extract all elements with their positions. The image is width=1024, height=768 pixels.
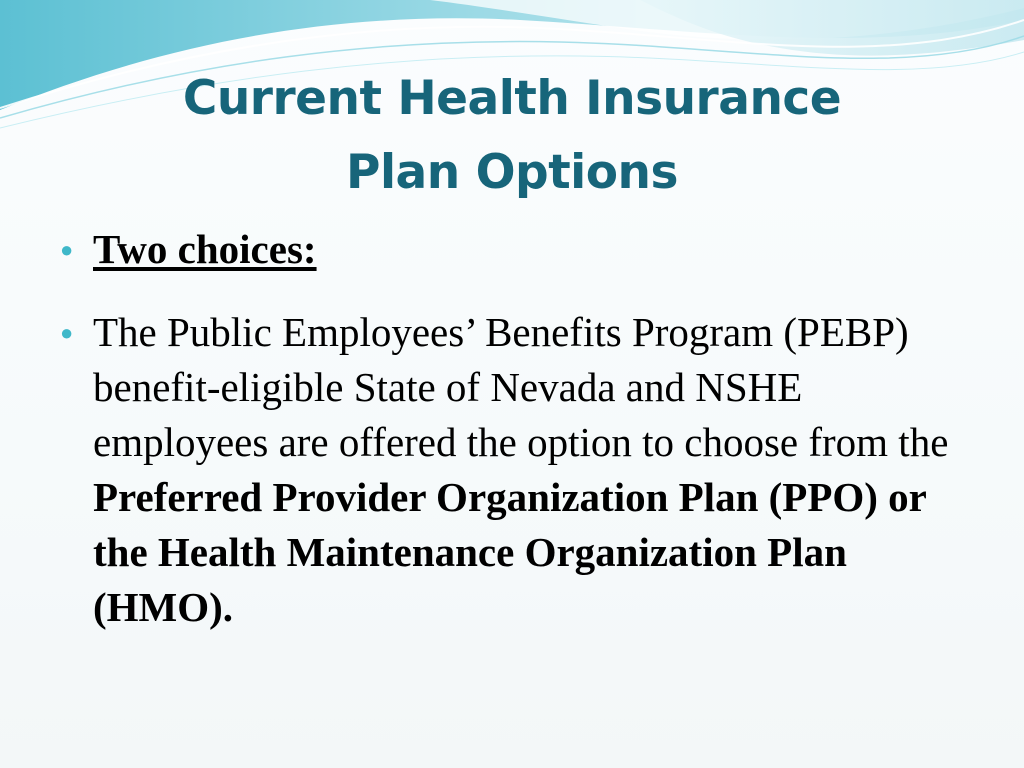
bullet-item-pebp: [60, 305, 960, 635]
bullet-dot-icon: ●: [60, 320, 74, 345]
slide-title: [0, 62, 1024, 210]
bullet-heading: Two choices:: [93, 226, 317, 272]
bullet-item-two-choices: [60, 222, 960, 277]
bullet-text-bold: Preferred Provider Organization Plan (PPO) or the Health Maintenance Organization Plan (HMO).: [93, 474, 927, 630]
bullet-text-plain: The Public Employees’ Benefits Program (PEBP) benefit-eligible State of Nevada and NSHE employees are offered the option to choose from the: [93, 309, 949, 465]
title-line-2: Plan Options: [346, 145, 678, 200]
bullet-dot-icon: ●: [60, 237, 74, 262]
title-line-1: Current Health Insurance: [182, 71, 842, 126]
bullet-list: [60, 222, 960, 635]
